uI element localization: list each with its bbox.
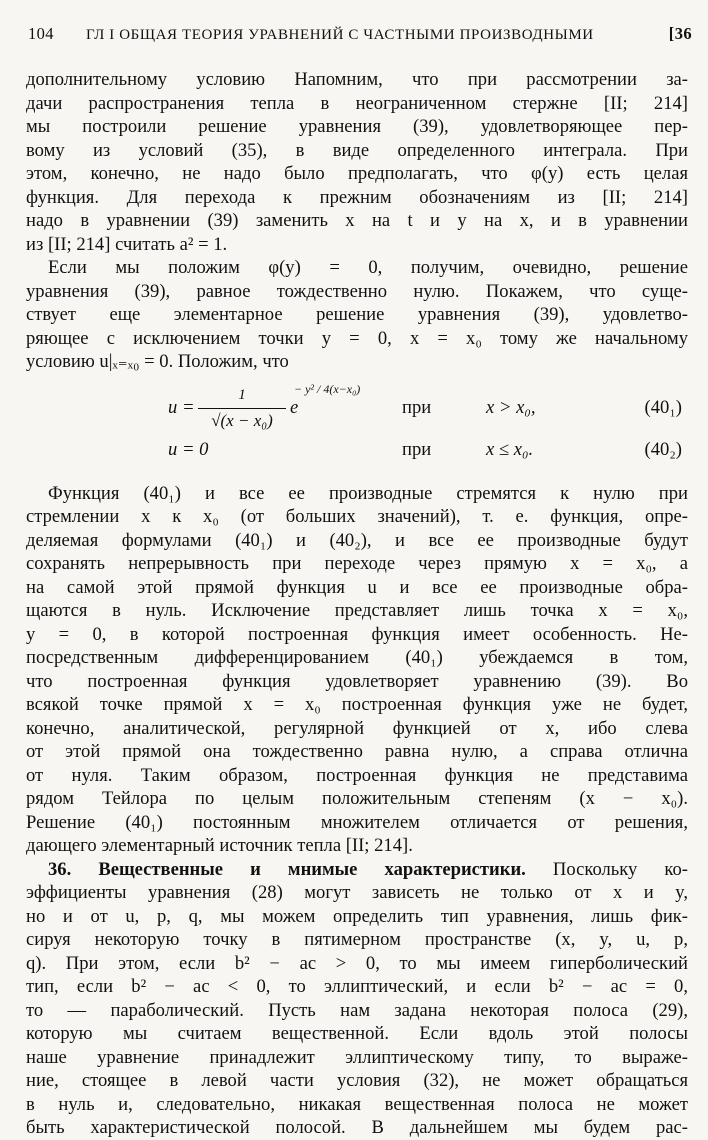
page-number: 104	[28, 24, 54, 43]
text-line: на самой этой прямой функция u и все ее производные обра-	[26, 576, 688, 598]
formula-lhs: u = 0	[168, 438, 209, 460]
text-line: Функция (40₁) и все ее производные стремятся к нулю при	[48, 482, 688, 504]
text-line: щаются в нуль. Исключение представляет лишь точка x = x₀,	[26, 600, 688, 621]
text-line: то — параболический. Пусть нам задана некоторая полоса (29),	[26, 999, 688, 1021]
text-line	[26, 858, 688, 882]
text-line: деляемая формулами (40₁) и (40₂), и все ее производные будут	[26, 529, 688, 551]
text-line: но и от u, p, q, мы можем определить тип уравнения, лишь фик-	[26, 905, 688, 927]
text-line: стремлении x к x₀ (от больших значений), т. е. функция, опре-	[26, 506, 688, 527]
text-line: что построенная функция удовлетворяет уравнению (39). Во	[26, 670, 688, 692]
formula-condition: x ≤ x₀.	[486, 438, 534, 460]
equation-tag: (40₂)	[644, 438, 682, 460]
text-line: ряющее с исключением точки y = 0, x = x₀ тому же начальному	[26, 327, 688, 349]
section-heading: 36. Вещественные и мнимые характеристики.	[48, 858, 526, 880]
text-line: всякой точке прямой x = x₀ построенная функция уже не будет,	[26, 694, 688, 715]
equation-tag: (40₁)	[644, 396, 682, 418]
paragraph-3	[26, 482, 688, 858]
text-line: ствует еще элементарное решение уравнения (39), удовлетво-	[26, 304, 688, 325]
text-line: наше уравнение принадлежит эллиптическому типу, то выраже-	[26, 1046, 688, 1068]
text-line: Решение (40₁) постоянным множителем отличается от решения,	[26, 811, 688, 833]
heading-line-rest: Поскольку ко-	[525, 858, 688, 880]
running-title: ГЛ I ОБЩАЯ ТЕОРИЯ УРАВНЕНИЙ С ЧАСТНЫМИ ПРОИЗВОДНЫМИ	[86, 27, 594, 43]
text-line: в нуль и, следовательно, никакая вещественная полоса не может	[26, 1093, 688, 1115]
formula-40-1	[26, 381, 688, 432]
text-line: мы построили решение уравнения (39), удовлетворяющее пер-	[26, 116, 688, 137]
text-line: из [II; 214] считать a² = 1.	[26, 233, 228, 255]
text-line: тип, если b² − ac < 0, то эллиптический, и если b² − ac = 0,	[26, 976, 688, 997]
text-line: конечно, аналитической, регулярной функцией от x, ибо слева	[26, 717, 688, 739]
text-line: дополнительному условию Напомним, что при рассмотрении за-	[26, 69, 688, 90]
body-text	[26, 68, 688, 1140]
exponential-base: e	[290, 396, 299, 418]
text-line: надо в уравнении (39) заменить x на t и y на x, и в уравнении	[26, 210, 688, 231]
section-36	[26, 858, 688, 1140]
text-line: рядом Тейлора по целым положительным степеням (x − x₀).	[26, 788, 688, 809]
exponent: − y² / 4(x−x₀)	[294, 381, 361, 396]
text-line: вому из условий (35), в виде определенного интеграла. При	[26, 139, 688, 161]
paragraph-2	[26, 256, 688, 374]
text-line: условию u|ₓ₌ₓ₀ = 0. Положим, что	[26, 351, 289, 372]
text-line: сохранять непрерывность при переходе через прямую x = x₀, а	[26, 553, 688, 574]
text-line: посредственным дифференцированием (40₁) убеждаемся в том,	[26, 647, 688, 668]
text-line: от этой прямой она тождественно равна нулю, а справа отлична	[26, 741, 688, 762]
text-line: q). При этом, если b² − ac > 0, то мы имеем гиперболический	[26, 952, 688, 974]
text-line: быть характеристической полосой. В дальнейшем мы будем рас-	[26, 1117, 688, 1138]
page-header	[28, 24, 692, 44]
fraction-numerator: 1	[198, 384, 286, 410]
section-marker: [36	[668, 24, 692, 43]
fraction-denominator: √(x − x₀)	[211, 411, 273, 430]
text-line: дачи распространения тепла в неограниченном стержне [II; 214]	[26, 92, 688, 114]
formula-fraction	[198, 384, 286, 433]
formula-lhs: u =	[168, 396, 195, 418]
text-line: эффициенты уравнения (28) могут зависеть не только от x и y,	[26, 882, 688, 903]
text-line: функция. Для перехода к прежним обозначениям из [II; 214]	[26, 186, 688, 208]
text-line: которую мы считаем вещественной. Если вдоль этой полосы	[26, 1023, 688, 1044]
text-line: дающего элементарный источник тепла [II; 214].	[26, 835, 413, 856]
formula-word: при	[402, 438, 432, 460]
text-line: от нуля. Таким образом, построенная функция не представима	[26, 764, 688, 786]
text-line: уравнения (39), равное тождественно нулю. Покажем, что суще-	[26, 280, 688, 302]
text-line: y = 0, в которой построенная функция имеет особенность. Не-	[26, 623, 688, 645]
text-line: ние, стоящее в левой части условия (32), не может обращаться	[26, 1070, 688, 1091]
text-line: этом, конечно, не надо было предполагать, что φ(y) есть целая	[26, 163, 688, 184]
text-line: Если мы положим φ(y) = 0, получим, очевидно, решение	[48, 257, 688, 278]
text-line: сируя некоторую точку в пятимерном пространстве (x, y, u, p,	[26, 929, 688, 950]
formula-word: при	[402, 396, 432, 418]
paragraph-1	[26, 68, 688, 256]
formula-40-2	[26, 432, 688, 472]
formula-condition: x > x₀,	[486, 396, 536, 418]
